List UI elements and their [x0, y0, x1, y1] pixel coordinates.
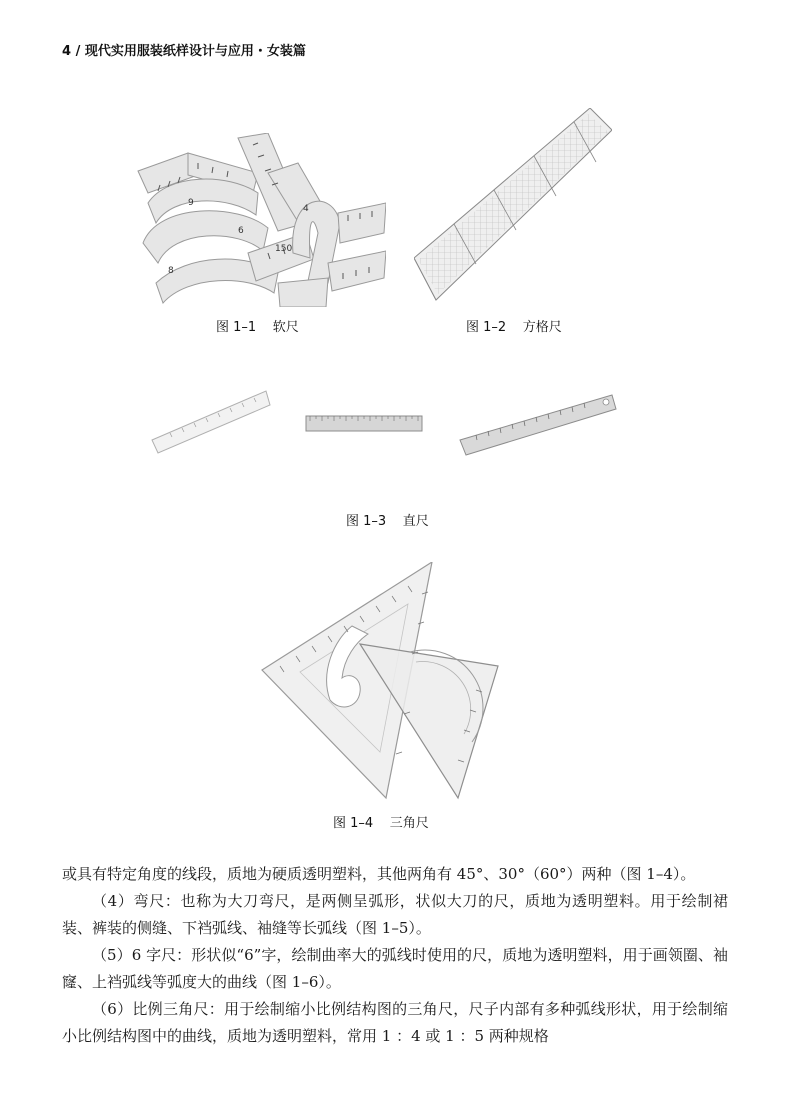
paragraph-scale-triangle: （6）比例三角尺：用于绘制缩小比例结构图的三角尺，尺子内部有多种弧线形状，用于绘制缩小比例结构图中的曲线，质地为透明塑料，常用 1 ：4 或 1 ：5 两种规格: [62, 1000, 728, 1045]
svg-text:8: 8: [168, 266, 174, 276]
figure-straight-rulers: [150, 385, 620, 460]
tape-measure-photo: [128, 133, 386, 307]
straight-rulers-photo: [150, 385, 620, 460]
svg-text:150: 150: [275, 244, 293, 254]
figure-caption: 图 1–4 三角尺: [333, 816, 429, 831]
figure-triangle-rulers: [260, 562, 502, 800]
figure-grid-ruler: [414, 108, 612, 306]
svg-text:4: 4: [303, 204, 309, 214]
figure-caption: 图 1–3 直尺: [346, 514, 429, 529]
body-text: [62, 861, 728, 1050]
running-header: 4 / 现代实用服装纸样设计与应用・女装篇: [62, 44, 306, 59]
triangle-rulers-photo: [260, 562, 502, 800]
paragraph-curved-ruler: （4）弯尺：也称为大刀弯尺，是两侧呈弧形，状似大刀的尺，质地为透明塑料。用于绘制裙装、裤装的侧缝、下裆弧线、袖缝等长弧线（图 1–5）。: [62, 892, 728, 937]
figure-caption: 图 1–1 软尺: [216, 320, 299, 335]
paragraph-continuation: 或具有特定角度的线段，质地为硬质透明塑料，其他两角有 45°、30°（60°）两种（图 1–4）。: [62, 865, 696, 883]
svg-text:6: 6: [238, 226, 244, 236]
svg-text:9: 9: [188, 198, 194, 208]
grid-ruler-photo: [414, 108, 612, 306]
paragraph-six-ruler: （5）6 字尺：形状似“6”字，绘制曲率大的弧线时使用的尺，质地为透明塑料，用于画领圈、袖窿、上裆弧线等弧度大的曲线（图 1–6）。: [62, 946, 728, 991]
figure-caption: 图 1–2 方格尺: [466, 320, 562, 335]
figure-tape-measure: [128, 133, 386, 307]
